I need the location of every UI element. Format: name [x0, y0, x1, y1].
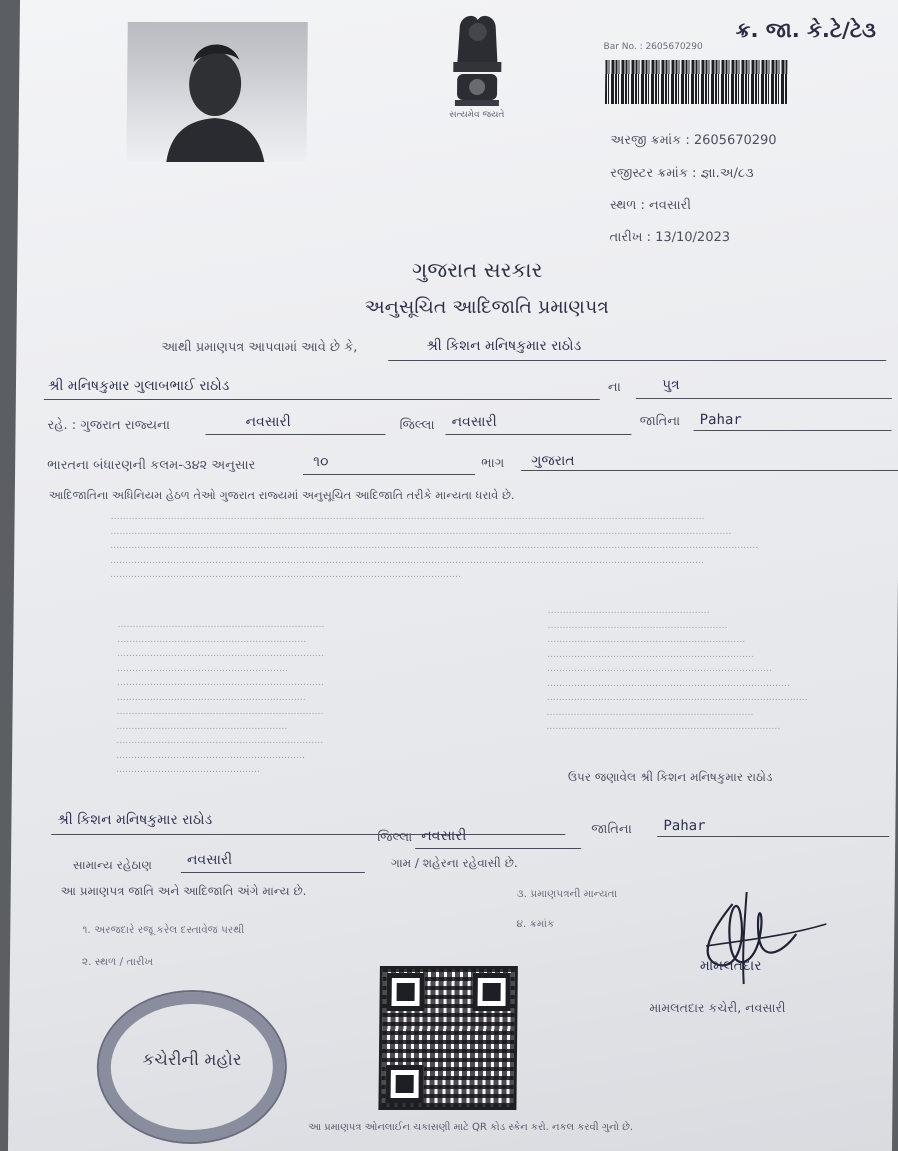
signature [686, 884, 837, 994]
father-underline [44, 399, 600, 400]
qr-finder-bottom-left [385, 1065, 423, 1103]
holder-caste-field: Pahar [663, 818, 706, 834]
certificate-title: અનુસૂચિત આદિજાતિ પ્રમાણપત્ર [364, 296, 610, 318]
holder-caste-underline [657, 836, 889, 837]
address-caste-field: Pahar [699, 412, 742, 428]
schedule-state-field: ગુજરાત [531, 453, 575, 469]
address-district-label: જિલ્લા [399, 418, 435, 433]
holder-photo [126, 22, 307, 162]
address-caste-underline [694, 430, 892, 431]
faint-list-right: ……………………………………………… …………………………………………………… ………………………………………………………… …………………………………………………………… ………………………………………………………………… ……………………………………………………………………… …………………………………………………………………………… …………………………………………………………… …………………………………………………………………… [546, 606, 808, 732]
person-silhouette-icon [126, 22, 307, 162]
holder-district-label: જિલ્લા [377, 830, 413, 845]
note-3: ૩. પ્રમાણપત્રની માન્યતા [516, 888, 618, 900]
residence-label: સામાન્ય રહેઠાણ [72, 858, 152, 872]
holder-name-field: શ્રી કિશન મનિષકુમાર રાઠોડ [426, 338, 582, 354]
signatory-designation: મામલતદાર કચેરી, નવસારી [649, 1000, 786, 1015]
certificate-paper [8, 0, 898, 1151]
emblem-caption: સત્યમેવ જયતે [449, 110, 505, 120]
note-4: ૪. ક્રમાંક [516, 918, 555, 930]
issued-to-label: આથી પ્રમાણપત્ર આપવામાં આવે છે કે, [161, 340, 358, 355]
issued-to-underline [388, 360, 886, 361]
national-emblem [437, 10, 518, 130]
holder-block-name: શ્રી કિશન મનિષકુમાર રાઠોડ [57, 812, 213, 828]
qr-code [378, 966, 518, 1110]
taluka-field: નવસારી [245, 414, 291, 430]
government-title: ગુજરાત સરકાર [411, 258, 543, 282]
register-number: રજીસ્ટર ક્રમાંક : જ્ઞા.અ/૮૩ [610, 166, 754, 181]
qr-finder-top-left [386, 973, 424, 1011]
certificate-serial: ક્ર. જા. કે.ટે/ટે૩ [735, 18, 877, 42]
barcode [605, 60, 787, 104]
schedule-part-field: ૧૦ [313, 454, 329, 470]
schedule-part-underline [303, 474, 475, 475]
relation-label: ના [607, 380, 621, 395]
relation-underline [636, 398, 892, 399]
holder-district-underline [415, 848, 581, 849]
recognition-statement: આદિજાતિના અધિનિયમ હેઠળ તેઓ ગુજરાત રાજ્યમાં અનુસૂચિત આદિજાતિ તરીકે માન્યતા ધરાવે છે. [48, 488, 515, 502]
father-name-field: શ્રી મનિષકુમાર ગુલાબભાઈ રાઠોડ [47, 378, 230, 394]
verify-line: ઉપર જણાવેલ શ્રી કિશન મનિષકુમાર રાઠોડ [567, 770, 773, 784]
note-1: ૧. અરજદારે રજૂ કરેલ દસ્તાવેજ પરથી [82, 924, 245, 936]
address-label: રહે. : ગુજરાત રાજ્યના [47, 418, 171, 433]
signature-mark: મામલતદાર [699, 958, 762, 974]
lion-capital-icon [437, 10, 518, 110]
issue-date: તારીખ : 13/10/2023 [609, 230, 731, 245]
application-number: અરજી ક્રમાંક : 2605670290 [610, 133, 777, 148]
barcode-caption: Bar No. : 2605670290 [603, 42, 703, 52]
seal-text: કચેરીની મહોર [142, 1050, 242, 1070]
holder-block-underline [51, 834, 565, 835]
taluka-underline [205, 434, 385, 435]
residence-underline [181, 872, 365, 873]
office-seal [96, 990, 288, 1144]
residence-tail: ગામ / શહેરના રહેવાસી છે. [390, 856, 518, 870]
holder-district-field: નવસારી [421, 828, 467, 844]
qr-finder-top-right [472, 973, 510, 1011]
note-2: ૨. સ્થળ / તારીખ [81, 956, 154, 968]
holder-caste-label: જાતિના [591, 822, 632, 837]
faint-list-left: …………………………………………………………… ……………………………………………………… …………………………………………………………… ………………………………………………… …………………………………………………………… ……………………………………………………… …………………………………………………………… ………………………………………………… …………………………………………………………… ……………………………………………………… ………………………………………… [115, 620, 325, 775]
faint-paragraph: ……………………………………………………………………………………………………………………………………………………………………………… ……………………………………………………………………………………………………………………………………………………………………………………… ……………………………………………………………………………………………………………………………………………………………………………………………… ……………………………………………………………………………………………………………………………………………………………………………… ……………………………………………………………………………………………………… [109, 512, 759, 580]
condition-line: આ પ્રમાણપત્ર જાતિ અને આદિજાતિ અંગે માન્ય છે. [60, 884, 307, 898]
address-district-underline [445, 434, 631, 435]
residence-field: નવસારી [186, 852, 233, 868]
signature-scribble-icon [686, 884, 837, 994]
address-caste-label: જાતિના [639, 414, 681, 429]
footer-note: આ પ્રમાણપત્ર ઓનલાઈન ચકાસણી માટે QR કોડ સ્કેન કરો. નકલ કરવી ગુનો છે. [308, 1122, 634, 1133]
schedule-part-label: ભાગ [481, 456, 505, 471]
schedule-label: ભારતના બંધારણની કલમ-૩૪૨ અનુસાર [47, 458, 256, 473]
relation-field: પુત્ર [661, 377, 680, 393]
issue-place: સ્થળ : નવસારી [609, 198, 692, 213]
address-district-field: નવસારી [451, 414, 497, 430]
schedule-state-underline [521, 470, 898, 471]
